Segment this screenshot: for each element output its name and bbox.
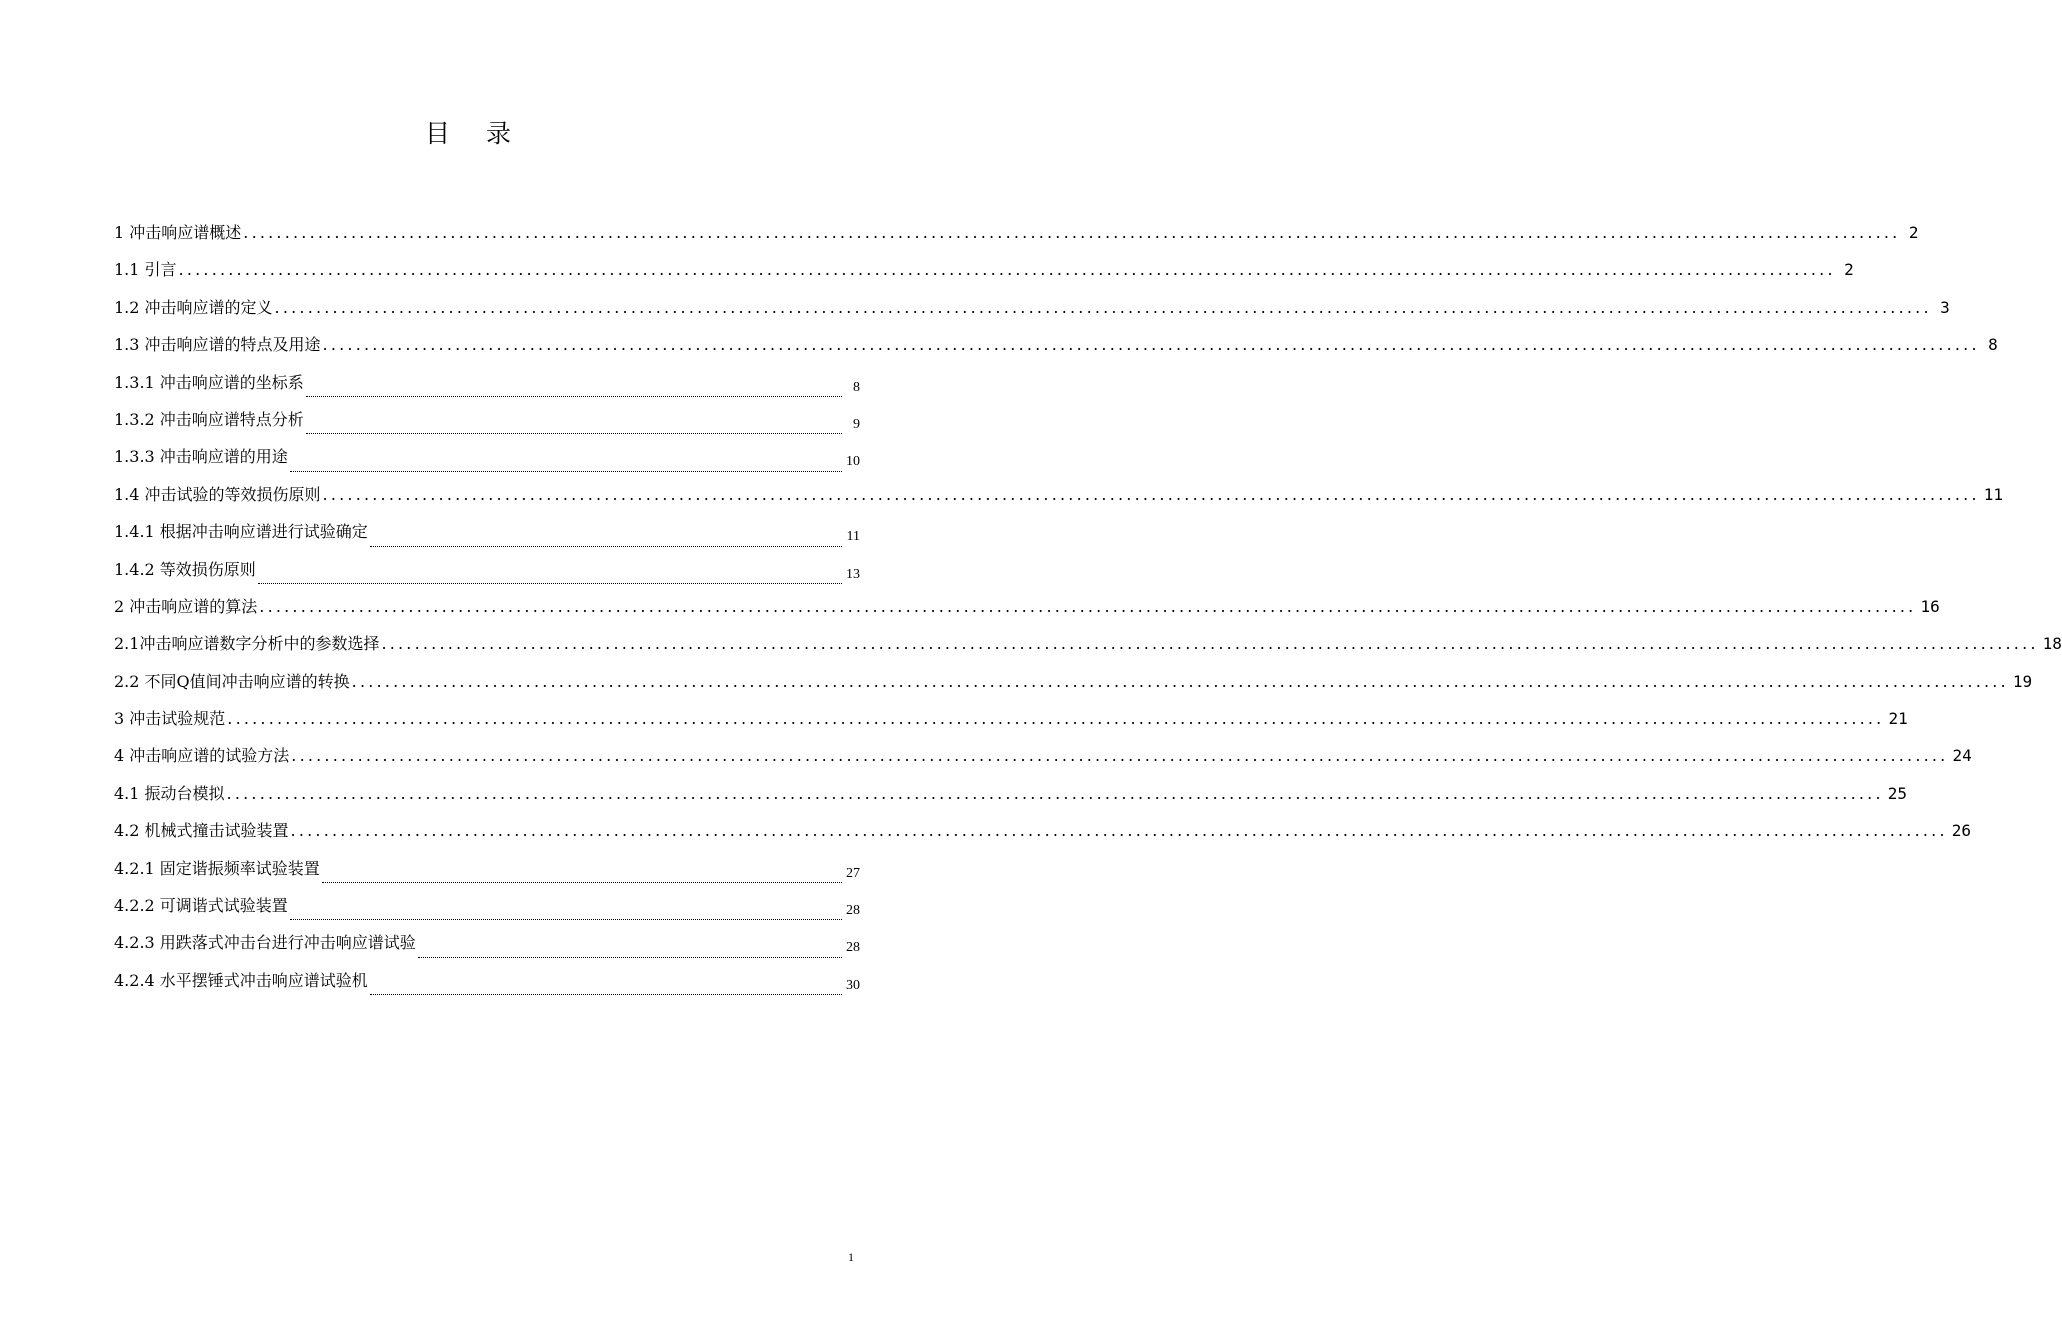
toc-entry[interactable] — [114, 481, 2003, 518]
toc-entry-label: 3 冲击试验规范 — [114, 709, 226, 729]
toc-entry-label: 4 冲击响应谱的试验方法 — [114, 746, 290, 766]
toc-entry[interactable] — [114, 892, 860, 929]
toc-entry-page: 3 — [1940, 297, 1950, 317]
toc-entry-page: 8 — [853, 379, 860, 395]
toc-entry-label: 1.3.2 冲击响应谱特点分析 — [114, 409, 304, 429]
toc-leader: ........................................................................................................................................................................................................ — [226, 783, 1884, 803]
toc-entry-page: 25 — [1887, 783, 1907, 803]
toc-entry-label: 1.4.1 根据冲击响应谱进行试验确定 — [114, 522, 368, 542]
toc-entry[interactable] — [114, 742, 1972, 779]
toc-entry-label: 4.2.4 水平摆锤式冲击响应谱试验机 — [114, 970, 368, 990]
toc-entry-label: 4.2.2 可调谐式试验装置 — [114, 896, 288, 916]
toc-title: 目 录 — [425, 119, 525, 148]
toc-entry[interactable] — [114, 705, 1908, 742]
toc-entry-label: 2.1冲击响应谱数字分析中的参数选择 — [114, 634, 380, 654]
toc-leader — [290, 471, 842, 472]
toc-entry-page: 13 — [846, 566, 860, 582]
toc-entry-page: 28 — [846, 940, 860, 956]
toc-leader: ........................................................................................................................................................................................................ — [381, 634, 2039, 654]
page-number: 1 — [848, 1250, 854, 1264]
toc-entry-label: 4.2.3 用跌落式冲击台进行冲击响应谱试验 — [114, 933, 416, 953]
toc-entry[interactable] — [114, 929, 860, 966]
toc-entry[interactable] — [114, 369, 860, 406]
toc-entry-label: 2.2 不同Q值间冲击响应谱的转换 — [114, 671, 350, 691]
toc-leader: ........................................................................................................................................................................................................ — [322, 335, 1980, 355]
toc-leader: ........................................................................................................................................................................................................ — [274, 297, 1932, 317]
toc-leader: ........................................................................................................................................................................................................ — [178, 260, 1836, 280]
toc-entry-page: 21 — [1888, 709, 1908, 729]
toc-entry-label: 1.3.1 冲击响应谱的坐标系 — [114, 372, 304, 392]
toc-entry[interactable] — [114, 630, 2062, 667]
toc-entry-page: 11 — [1983, 484, 2003, 504]
toc-entry[interactable] — [114, 294, 1950, 331]
toc-entry-page: 16 — [1920, 596, 1940, 616]
toc-entry-label: 1.4.2 等效损伤原则 — [114, 559, 256, 579]
toc-entry-page: 9 — [853, 416, 860, 432]
toc-entry[interactable] — [114, 331, 1998, 368]
toc-entry[interactable] — [114, 855, 860, 892]
toc-entry-label: 4.2.1 固定谐振频率试验装置 — [114, 858, 320, 878]
toc-entry-page: 30 — [846, 977, 860, 993]
toc-entry[interactable] — [114, 518, 860, 555]
toc-leader — [322, 882, 842, 883]
toc-entry-page: 2 — [1908, 223, 1919, 242]
toc-leader — [370, 546, 842, 547]
toc-entry-page: 10 — [846, 454, 860, 470]
toc-entry-page: 27 — [846, 865, 860, 881]
toc-leader — [290, 919, 842, 920]
toc-entry[interactable] — [114, 256, 1854, 293]
toc-entry[interactable] — [114, 668, 2033, 705]
toc-leader — [370, 994, 842, 995]
toc-leader: ........................................................................................................................................................................................................ — [227, 709, 1885, 729]
toc-entry-label: 4.1 振动台模拟 — [114, 783, 225, 803]
toc-leader — [306, 396, 842, 397]
toc-leader — [258, 583, 842, 584]
toc-entry-label: 1.2 冲击响应谱的定义 — [114, 297, 273, 317]
toc-leader: ........................................................................................................................................................................................................ — [291, 746, 1949, 766]
toc-entry-page: 19 — [2012, 671, 2033, 691]
toc-entry[interactable] — [114, 443, 860, 480]
toc-entry-page: 18 — [2042, 634, 2062, 654]
toc-leader: ........................................................................................................................................................................................................ — [322, 484, 1980, 504]
toc-entry[interactable] — [114, 593, 1940, 630]
toc-entry[interactable] — [114, 556, 860, 593]
toc-leader: ........................................................................................................................................................................................................ — [243, 223, 1901, 242]
toc-entry-page: 26 — [1951, 821, 1971, 841]
toc-entry[interactable] — [114, 780, 1907, 817]
toc-entry-label: 1.1 引言 — [114, 260, 177, 280]
toc-entry-label: 1.4 冲击试验的等效损伤原则 — [114, 484, 321, 504]
toc-entry-page: 24 — [1952, 746, 1972, 766]
toc-entry-page: 8 — [1988, 335, 1998, 355]
toc-entry-page: 2 — [1844, 260, 1854, 280]
toc-entry-page: 28 — [846, 903, 860, 919]
table-of-contents — [114, 219, 2062, 1004]
toc-leader — [418, 957, 842, 958]
toc-entry-page: 11 — [846, 529, 860, 545]
toc-leader: ........................................................................................................................................................................................................ — [290, 821, 1948, 841]
toc-leader: ........................................................................................................................................................................................................ — [259, 596, 1917, 616]
toc-entry-label: 2 冲击响应谱的算法 — [114, 596, 258, 616]
toc-entry[interactable] — [114, 219, 1919, 256]
toc-entry-label: 1.3.3 冲击响应谱的用途 — [114, 447, 288, 467]
toc-leader: ........................................................................................................................................................................................................ — [351, 671, 2009, 691]
toc-entry[interactable] — [114, 817, 1971, 854]
toc-entry[interactable] — [114, 406, 860, 443]
toc-entry-label: 1.3 冲击响应谱的特点及用途 — [114, 335, 321, 355]
toc-entry-label: 4.2 机械式撞击试验装置 — [114, 821, 289, 841]
toc-entry[interactable] — [114, 967, 860, 1004]
toc-leader — [306, 433, 842, 434]
toc-entry-label: 1 冲击响应谱概述 — [114, 223, 242, 242]
